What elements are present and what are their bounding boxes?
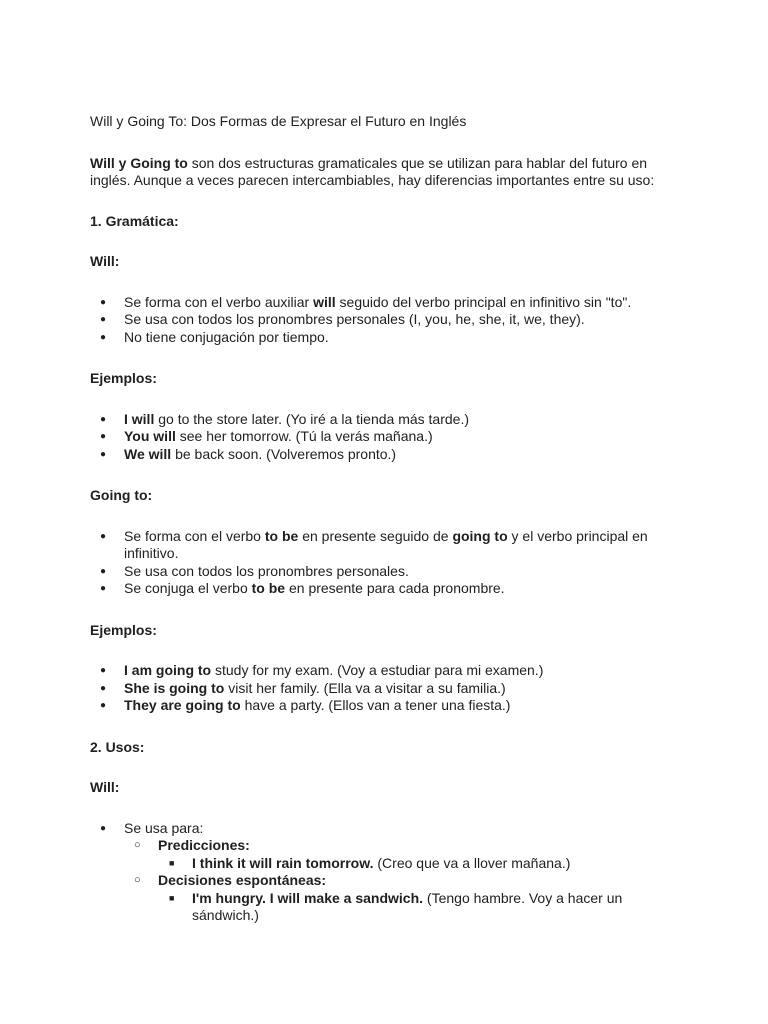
list-item-bold: Predicciones: (158, 837, 250, 853)
list-item (90, 580, 670, 598)
list-item-bold: to be (251, 580, 286, 596)
list-item-bold: I am going to (124, 662, 212, 678)
list-item (90, 820, 670, 925)
list-item-text: No tiene conjugación por tiempo. (124, 328, 329, 345)
list-item (90, 428, 670, 446)
list-item-text: (Creo que va a llover mañana.) (373, 854, 571, 871)
list-item-text: (Tengo hambre. Voy a hacer un sándwich.) (192, 889, 623, 923)
going-to-examples-list (90, 662, 670, 715)
list-item (90, 528, 670, 563)
will-examples-list (90, 411, 670, 464)
list-item-bold: Decisiones espontáneas: (158, 872, 327, 888)
list-item-text: visit her family. (Ella va a visitar a su familia.) (224, 679, 506, 696)
intro-bold: Will y Going to (90, 154, 188, 171)
document-page (90, 113, 670, 949)
nested-list (158, 855, 670, 873)
subheading-will-uses: Will: (90, 779, 120, 795)
list-item-bold: I will (124, 410, 155, 427)
subheading-will-grammar: Will: (90, 253, 120, 269)
list-item (90, 563, 670, 581)
list-item-bold: They are going to (124, 697, 241, 713)
list-item-bold: will (313, 293, 336, 310)
subheading-will-examples: Ejemplos: (90, 370, 157, 386)
list-item-bold: You will (124, 428, 176, 444)
list-item-text: y el verbo principal en infinitivo. (124, 527, 648, 561)
list-item-bold: We will (124, 445, 172, 462)
list-item-text: study for my exam. (Voy a estudiar para mi examen.) (211, 662, 544, 678)
list-item-text: seguido del verbo principal en infinitivo sin "to". (335, 293, 632, 310)
list-item (90, 329, 670, 347)
list-item-text: en presente para cada pronombre. (285, 580, 505, 596)
list-item-text: Se forma con el verbo (124, 527, 265, 544)
list-item-bold: going to (452, 527, 508, 544)
list-item (158, 890, 670, 925)
list-item-text: Se forma con el verbo auxiliar (124, 293, 314, 310)
list-item (124, 837, 670, 872)
list-item-text: see her tomorrow. (Tú la verás mañana.) (175, 428, 433, 444)
list-item-text: Se conjuga el verbo (124, 580, 252, 596)
intro-paragraph (90, 155, 670, 190)
document-title: Will y Going To: Dos Formas de Expresar el Futuro en Inglés (90, 113, 467, 129)
nested-list (158, 890, 670, 925)
will-grammar-list (90, 294, 670, 347)
list-item (90, 411, 670, 429)
list-item (90, 680, 670, 698)
list-item-text: go to the store later. (Yo iré a la tienda más tarde.) (154, 410, 470, 427)
list-item-text: have a party. (Ellos van a tener una fiesta.) (240, 697, 511, 713)
list-item-bold: to be (264, 527, 299, 544)
list-item (90, 662, 670, 680)
list-item (90, 446, 670, 464)
section-heading-uses: 2. Usos: (90, 738, 145, 755)
list-item-text: Se usa para: (124, 819, 204, 836)
list-item (124, 872, 670, 925)
list-item (90, 697, 670, 715)
list-item-text: Se usa con todos los pronombres personales (I, you, he, she, it, we, they). (124, 311, 585, 327)
list-item-text: be back soon. (Volveremos pronto.) (171, 445, 397, 462)
will-uses-list (90, 820, 670, 925)
intro-text: son dos estructuras gramaticales que se utilizan para hablar del futuro en inglés. Aunque a veces parecen intercambiables, hay diferencias importantes entre su uso: (90, 154, 655, 188)
list-item-text: en presente seguido de (298, 527, 453, 544)
list-item (90, 311, 670, 329)
section-heading-grammar: 1. Gramática: (90, 212, 179, 229)
list-item-bold: She is going to (124, 679, 225, 696)
nested-list (124, 837, 670, 925)
list-item-bold: I think it will rain tomorrow. (192, 854, 374, 871)
subheading-going-to-examples: Ejemplos: (90, 621, 157, 638)
subheading-going-to-grammar: Going to: (90, 487, 153, 503)
list-item-text: Se usa con todos los pronombres personales. (124, 562, 409, 579)
list-item (158, 855, 670, 873)
going-to-grammar-list (90, 528, 670, 598)
list-item (90, 294, 670, 312)
list-item-bold: I'm hungry. I will make a sandwich. (192, 889, 424, 906)
